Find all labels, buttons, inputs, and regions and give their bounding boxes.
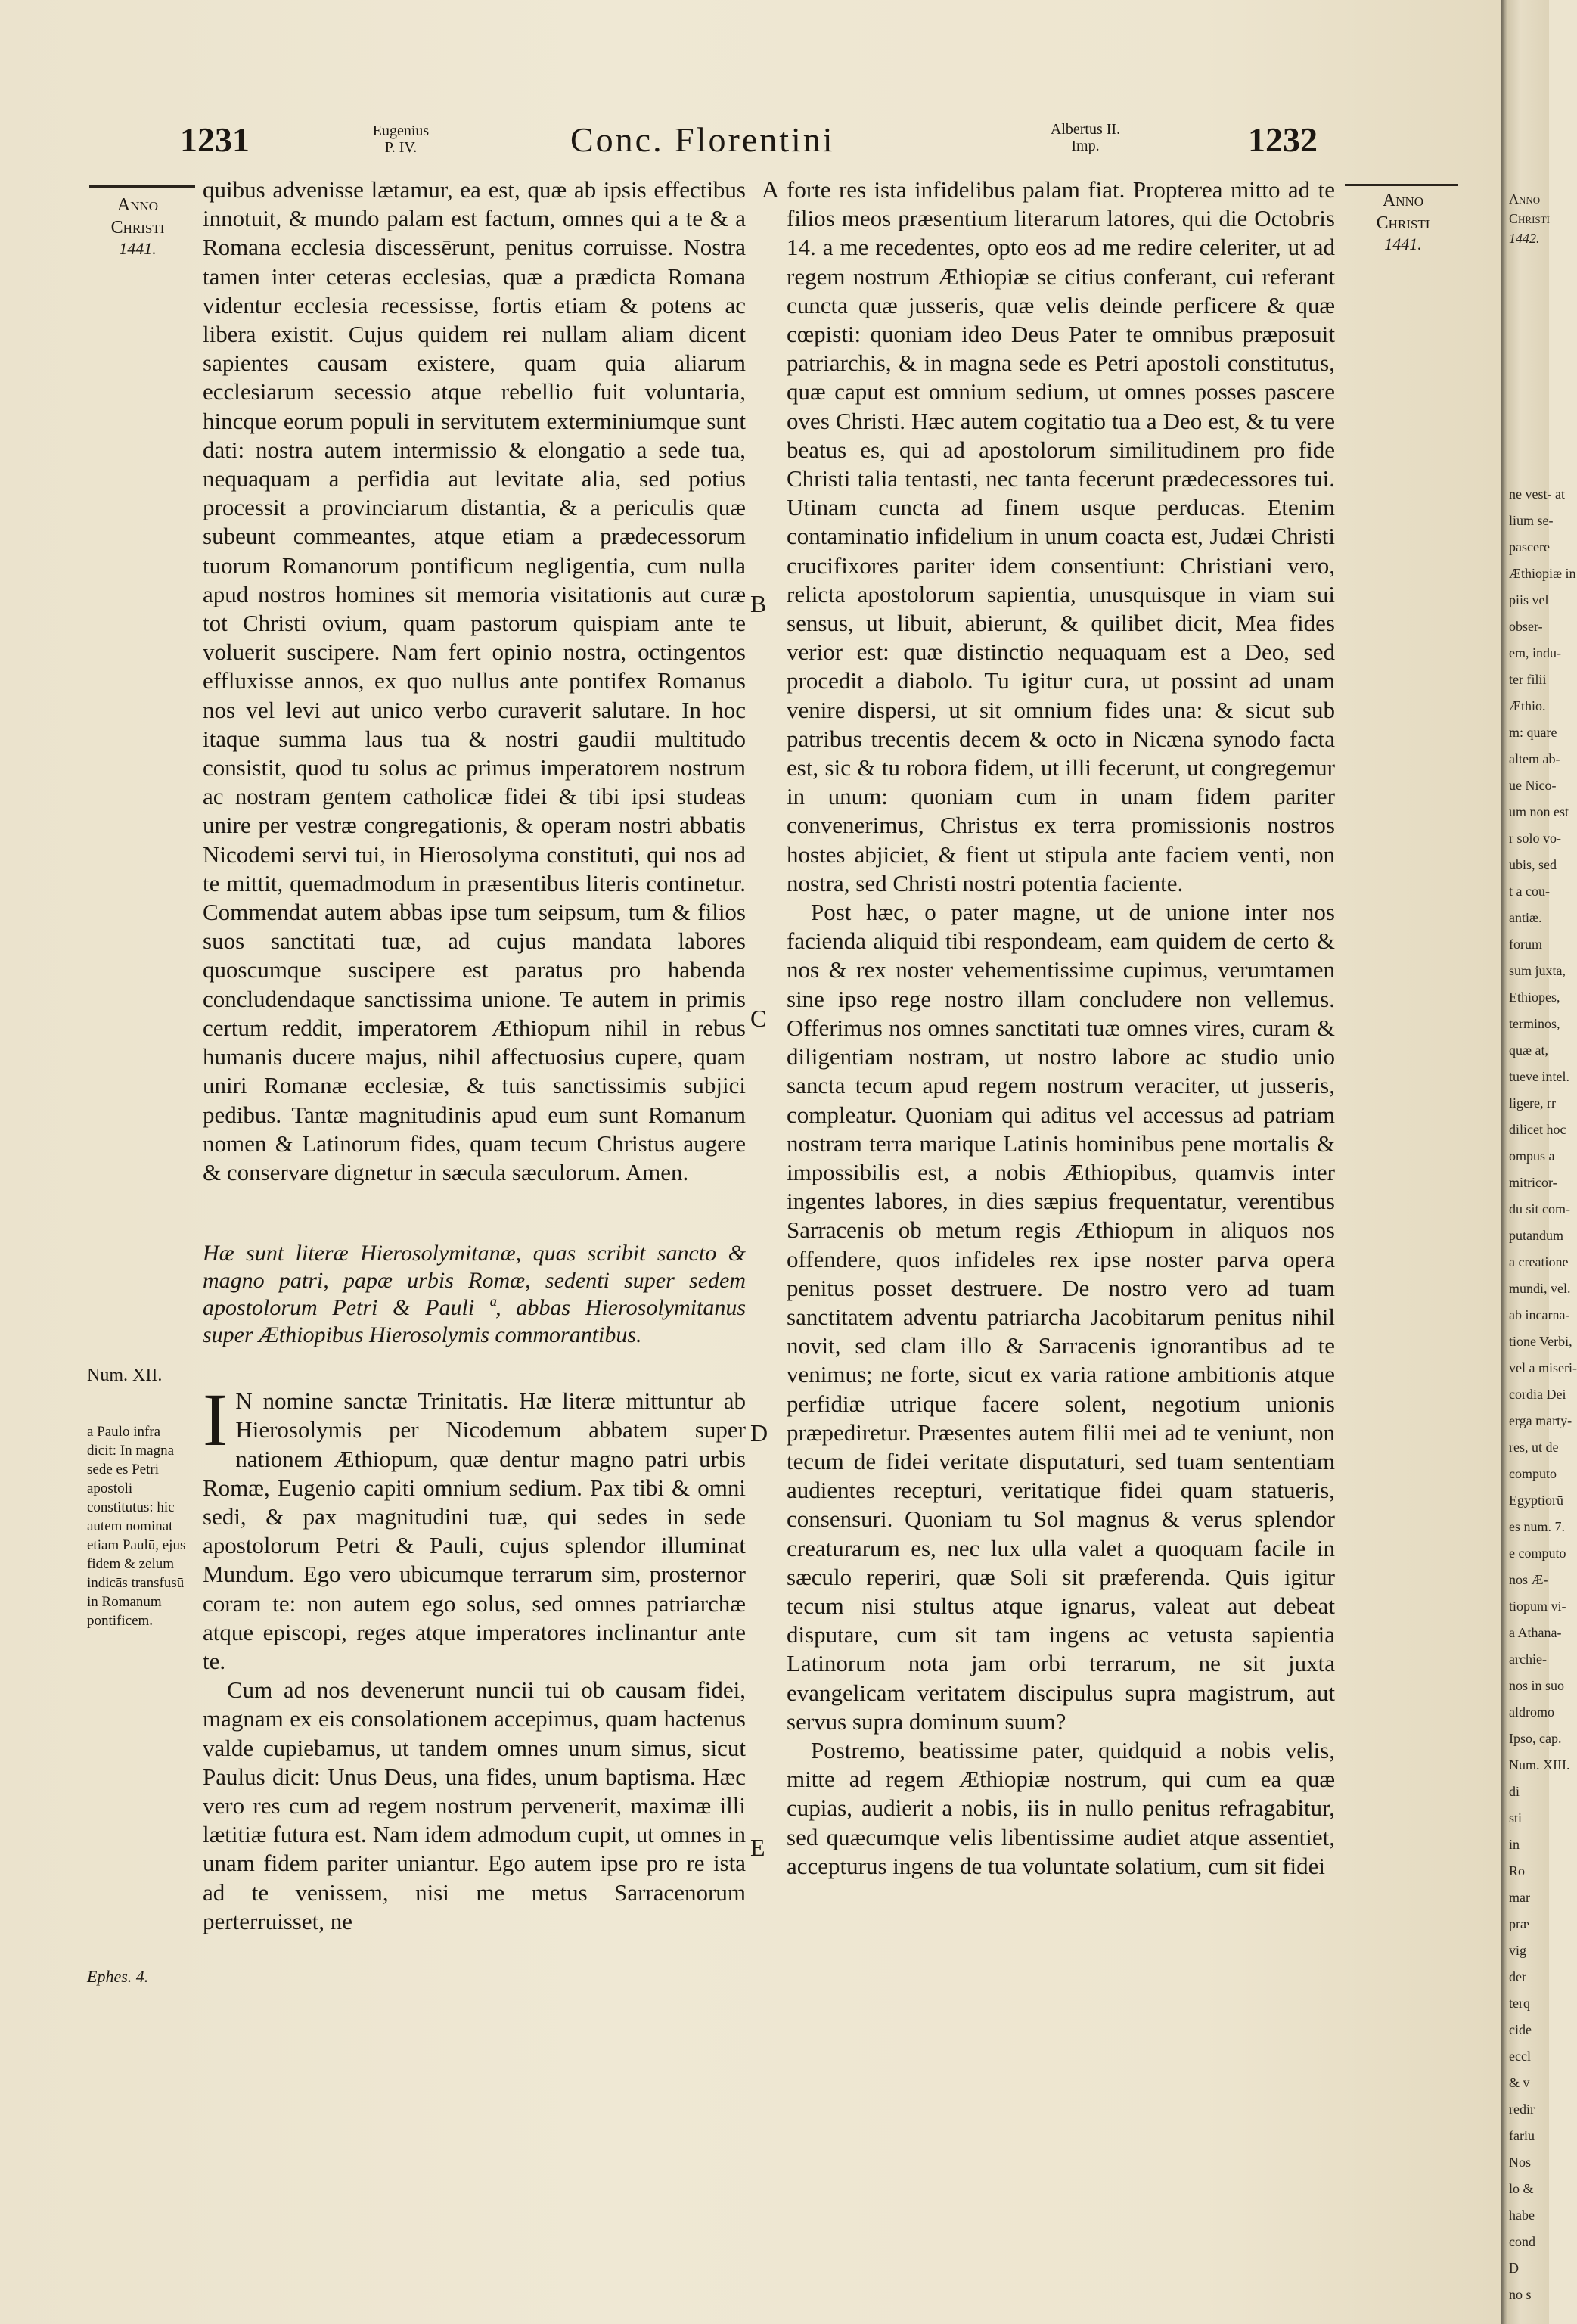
next-page-fragment: no s (1509, 2287, 1532, 2302)
margin-year-left (85, 194, 191, 259)
section-marker-b: B (750, 590, 767, 617)
next-page-fragment: du sit com- (1509, 1201, 1570, 1216)
next-page-fragment: erga marty- (1509, 1413, 1572, 1428)
next-page-fragment: ubis, sed (1509, 857, 1557, 872)
margin-note: a Paulo infra dicit: In magna sede es Petri apostoli constitutus: hic autem nominat etiam Paulū, ejus fidem & zelum indicās transfusū in Romanum pontificem. (87, 1424, 186, 1629)
next-page-fragment: vig (1509, 1943, 1527, 1958)
next-page-fragment: r solo vo- (1509, 831, 1561, 846)
next-page-fragment: archie- (1509, 1651, 1547, 1667)
document-number: Num. XII. (87, 1366, 163, 1385)
drop-cap-initial: I (203, 1378, 228, 1462)
next-page-fragment: aldromo (1509, 1704, 1554, 1720)
column-left (203, 176, 746, 1936)
next-christi: Christi (1509, 211, 1550, 226)
margin-year-right (1339, 189, 1467, 254)
next-page-fragment: mitricor- (1509, 1175, 1557, 1190)
next-page-fragment: di (1509, 1784, 1520, 1799)
next-page-fragment: & v (1509, 2075, 1530, 2090)
next-page-fragment: um non est (1509, 804, 1569, 819)
scripture-reference: Ephes. 4. (87, 1967, 149, 1986)
next-anno: Anno (1509, 191, 1541, 207)
next-page-fragment: lo & (1509, 2181, 1534, 2196)
next-page-fragment: antiæ. (1509, 910, 1542, 925)
next-page-fragment: m: quare (1509, 725, 1557, 740)
margin-rule-right (1345, 184, 1458, 186)
year-label-right: 1441. (1384, 235, 1422, 253)
next-page-fragment: terminos, (1509, 1016, 1560, 1031)
next-page-fragment: ligere, rr (1509, 1095, 1556, 1111)
next-page-fragment: fariu (1509, 2128, 1535, 2143)
next-year: 1442. (1509, 231, 1540, 246)
next-page-fragment: a creatione (1509, 1254, 1569, 1269)
paragraph (203, 1378, 746, 1676)
next-page-fragment: tione Verbi, (1509, 1334, 1572, 1349)
next-page-fragment: nos in suo (1509, 1678, 1565, 1693)
next-page-fragment: Ro (1509, 1863, 1526, 1878)
next-page-fragment: Egyptiorū (1509, 1493, 1563, 1508)
section-marker-c: C (750, 1005, 767, 1032)
section-marker-a: A (762, 176, 780, 203)
margin-rule-left (89, 185, 195, 188)
next-page-fragment: der (1509, 1969, 1526, 1984)
page-header (0, 113, 1501, 166)
next-page-fragment: lium se- (1509, 513, 1554, 528)
next-page-fragment: Ethiopes, (1509, 990, 1560, 1005)
running-title: Conc. Florentini (570, 120, 835, 159)
year-label: 1441. (119, 239, 157, 258)
paragraph-text: N nomine sanctæ Trinitatis. Hæ literæ mittuntur ab Hierosolymis per Nicodemum abbatem super nationem Æthiopum, quæ dentur magno patri urbis Romæ, Eugenio capiti omnium sedium. Pax tibi & omni sedi, & pax magnitudini tuæ, qui sedes in sede apostolorum Petri & Pauli, cujus splendor illuminat Mundum. Ego vero ubicumque terrarum sim, prosternor coram te: non autem ego solus, sed omnes patriarchæ atque episcopi, reges atque imperatores inclinantur ante te. (203, 1387, 746, 1674)
pope-name: Eugenius (372, 123, 430, 139)
next-page-fragment: terq (1509, 1996, 1530, 2011)
pope-label (355, 123, 446, 156)
emperor-title: Imp. (1071, 138, 1100, 154)
section-marker-e: E (750, 1834, 765, 1861)
next-page-fragment: a Athana- (1509, 1625, 1562, 1640)
next-page-fragment: Nos (1509, 2155, 1532, 2170)
next-page-fragment: vel a miseri- (1509, 1360, 1577, 1375)
christi-label-right: Christi (1376, 213, 1430, 233)
next-page-fragment: e computo (1509, 1546, 1566, 1561)
paragraph: Post hæc, o pater magne, ut de unione inter nos facienda aliquid tibi respondeam, eam quidem de certo & nos & rex noster vehementissime cupimus, verumtamen sine ipso rege nostro illam concludere non vellemus. Offerimus nos omnes sanctitati tuæ omnes vires, curam & diligentiam nostram, ut nostro labore ac studio unio sancta tecum apud regem nostrum veraciter, ut jusseris, compleatur. Quoniam qui aditus vel accessus ad patriam nostram terra marique Latinis hominibus pene mortalis & impossibilis est, a nobis Æthiopibus, quamvis inter ingentes labores, in dies sæpius frequentatur, verentibus Sarracenis ob metum regis Æthiopum in aliquos nos offendere, quos infideles rex ipse noster parva opera penitus posset destruere. De nostro vero ad tuam sanctitatem adventu patriarcha Jacobitarum penitus nihil novit, sed clam illo & Sarracenis ignorantibus ad te venimus; ne forte, sicut ex varia ratione ambitionis atque perfidiæ utrique facere solent, negotium unionis præpediretur. Præsentes autem filii mei ad te veniunt, non tecum de fidei veritate disputaturi, sed tuam sententiam audientes recepturi, veritatique fidei quam statueris, consensuri. Quoniam tu Sol magnus & verus splendor creaturarum es, nec lux ulla valet a quoquam facile in sæculo reperiri, quæ Soli sit præferenda. Quis igitur tecum nisi stultus atque ignarus, valeat aut debeat disputare, cum sit tam ingens ac vetusta sapientia Latinorum nota jam orbi terrarum, ne sit juxta evangelicam veritatem discipulus supra magistrum, aut servus supra dominum suum? (787, 899, 1335, 1735)
paragraph: Cum ad nos devenerunt nuncii tui ob causam fidei, magnam ex eis consolationem accepimus, quam hactenus valde cupiebamus, ut tandem omnes unum simus, sicut Paulus dicit: Unus Deus, una fides, unum baptisma. Hæc vero res cum ad regem nostrum pervenerit, maximæ illi lætitiæ futura est. Nam idem admodum cupit, ut omnes in unam fidem pariter uniantur. Ego autem ipse pro re ista ad te venissem, nisi me metus Sarracenorum perterruisset, ne (203, 1676, 746, 1934)
next-page-fragment: cond (1509, 2234, 1535, 2249)
section-marker-d: D (750, 1419, 768, 1446)
next-page-fragment: pascere (1509, 539, 1550, 555)
next-page-fragment: ompus a (1509, 1148, 1555, 1164)
emperor-label (1025, 121, 1146, 154)
next-page-fragment: cordia Dei (1509, 1387, 1566, 1402)
next-page-fragment: in (1509, 1837, 1520, 1852)
page-number-right: 1232 (1248, 120, 1318, 159)
next-page-fragment: ne vest- at (1509, 486, 1565, 502)
next-page-fragment: dilicet hoc (1509, 1122, 1566, 1137)
next-page-fragment: computo (1509, 1466, 1557, 1481)
next-page-fragment: mar (1509, 1890, 1530, 1905)
next-page-fragment: putandum (1509, 1228, 1563, 1243)
next-page-fragment: Ipso, cap. (1509, 1731, 1562, 1746)
next-page-fragment: eccl (1509, 2049, 1531, 2064)
next-page-fragment: sti (1509, 1810, 1523, 1825)
letter-heading: Hæ sunt literæ Hierosolymitanæ, quas scribit sancto & magno patri, papæ urbis Romæ, sedenti super sedem apostolorum Petri & Pauli ª, abbas Hierosolymitanus super Æthiopibus Hierosolymis commorantibus. (203, 1241, 746, 1348)
next-page-fragment: forum (1509, 937, 1542, 952)
next-page-fragment: Num. XIII. (1509, 1757, 1570, 1773)
anno-label: Anno (116, 195, 159, 215)
next-page-fragment: tueve intel. (1509, 1069, 1569, 1084)
next-page-fragment: D (1509, 2260, 1519, 2276)
next-page-fragment: redir (1509, 2102, 1535, 2117)
christi-label: Christi (110, 218, 165, 238)
next-page-fragment: tiopum vi- (1509, 1599, 1566, 1614)
paragraph: Postremo, beatissime pater, quidquid a nobis velis, mitte ad regem Æthiopiæ nostrum, qui cum ea quæ cupias, audierit a nobis, iis in nullo penitus refragabitur, sed quæcumque velis libentissime audiet atque assentiet, accepturus ingens de tua voluntate solatium, cum sit fidei (787, 1736, 1335, 1879)
next-page-fragment: habe (1509, 2207, 1535, 2223)
page-number-left: 1231 (180, 120, 250, 159)
next-page-fragment: ue Nico- (1509, 778, 1557, 793)
paragraph: quibus advenisse lætamur, ea est, quæ ab ipsis effectibus innotuit, & mundo palam est factum, omnes qui a te & a Romana ecclesia discessērunt, penitus corruisse. Nostra tamen inter ceteras ecclesias, quæ a prædicta Romana videntur ecclesia recessisse, fortis etiam & potens ac libera existit. Cujus quidem rei nullam aliam dicent sapientes causam existere, quam quia aliarum ecclesiarum secessio atque rebellio fuit voluntaria, hincque eorum populi in servitutem exterminiumque sunt dati: nostra autem intermissio & elongatio a sede tua, nequaquam a perfidia aut levitate alia, sed potius processit a provinciarum distantia, & a periculis quæ subeunt commeantes, atque etiam a prædecessorum tuorum Romanorum pontificum negligentia, cum nulla apud nostros homines sit memoria visitationis aut curæ tot Christi ovium, quam pastorum quispiam ante te voluerit suscipere. Nam fert opinio nostra, octingentos effluxisse annos, ex quo nullus ante pontifex Romanus nos vel levi aut unico verbo curaverit salutare. In hoc itaque summa laus tua & nostri gaudii multitudo consistit, quod tu solus ac primus imperatorem nostrum ac nostram gentem catholicæ fidei & tibi ipsi studeas unire per vestræ congregationis, & operam nostri abbatis Nicodemi servi tui, in Hierosolyma constituti, qui nos ad te mittit, quemadmodum in præsentibus literis continetur. Commendat autem abbas ipse tum seipsum, tum & filios suos sanctitati tuæ, ad cujus mandata labores quoscumque suscipere est paratus pro habenda concludendaque sanctissima unione. Te autem in primis certum reddit, imperatorem Æthiopum nihil in rebus humanis ducere majus, nihil affectuosius cupere, quam uniri Romanæ ecclesiæ, & tuis sanctissimis subjici pedibus. Tantæ magnitudinis apud eum sunt Romanum nomen & Latinorum fides, quam tecum Christus augere & conservare dignetur in sæcula sæculorum. Amen. (203, 176, 746, 1185)
next-page-fragment: ab incarna- (1509, 1307, 1570, 1322)
next-page-fragment: altem ab- (1509, 751, 1560, 766)
next-page-fragment: mundi, vel. (1509, 1281, 1571, 1296)
paragraph: forte res ista infidelibus palam fiat. Propterea mitto ad te filios meos præsentium literarum latores, qui die Octobris 14. a me recedentes, opto eos ad me redire celeriter, ut ad regem nostrum Æthiopiæ se citius conferant, cui referant cuncta quæ jusseris, quæ velis deinde perficere & quæ cœpisti: quoniam ideo Deus Pater te omnibus præposuit patriarchis, & in magna sede es Petri apostoli constitutus, quæ caput est omnium sedium, ut omnes posses pascere oves Christi. Hæc autem cogitatio tua a Deo est, & tu vere beatus es, qui ad apostolorum similitudinem pro fide Christi talia tentasti, nec tanta fecerunt prædecessores tui. Utinam cuncta ad finem usque perducas. Etenim contaminatio infidelium in unum coacta est, Judæi Christi crucifixores pariter idem consentiunt: Christiani vero, relicta apostolorum sapientia, unusquisque in viam sui sensus, ut libuit, abierunt, & quilibet dicit, Mea fides verior est: quæ distinctio nequaquam est a Deo, sed procedit a diabolo. Tu igitur cura, ut possint ad unam venire dispersi, ut sit omnium fides una: & sicut sub patribus trecentis decem & octo in Nicæna synodo facta est, sic & tu robora fidem, ut illi fecerunt, ut congregemur in unum: quoniam cum in unam fidem pariter convenerimus, Christus ex terra promissionis nostros hostes abjiciet, & fient ut stipula ante faciem venti, non nostra, sed Christi nostri potentia faciente. (787, 176, 1335, 896)
next-page-fragment: ter filii (1509, 672, 1547, 687)
next-page-fragment: piis vel (1509, 592, 1549, 607)
anno-label-right: Anno (1382, 191, 1424, 210)
next-page-fragment: Æthiopiæ in (1509, 566, 1576, 581)
next-page-fragment: sum juxta, (1509, 963, 1566, 978)
next-page-fragment: es num. 7. (1509, 1519, 1565, 1534)
next-page-fragment: quæ at, (1509, 1042, 1548, 1058)
next-page-fragment: nos Æ- (1509, 1572, 1548, 1587)
pope-number: P. IV. (384, 139, 418, 156)
next-page-edge (1501, 0, 1577, 2324)
next-page-fragment: cide (1509, 2022, 1532, 2037)
next-page-fragment: em, indu- (1509, 645, 1561, 660)
next-page-fragment: t a cou- (1509, 884, 1550, 899)
next-page-fragment: Æthio. (1509, 698, 1546, 713)
emperor-name: Albertus II. (1050, 121, 1121, 138)
next-page-fragment: præ (1509, 1916, 1529, 1931)
column-right (787, 176, 1335, 1881)
next-page-fragment: res, ut de (1509, 1440, 1559, 1455)
next-page-fragment: obser- (1509, 619, 1543, 634)
